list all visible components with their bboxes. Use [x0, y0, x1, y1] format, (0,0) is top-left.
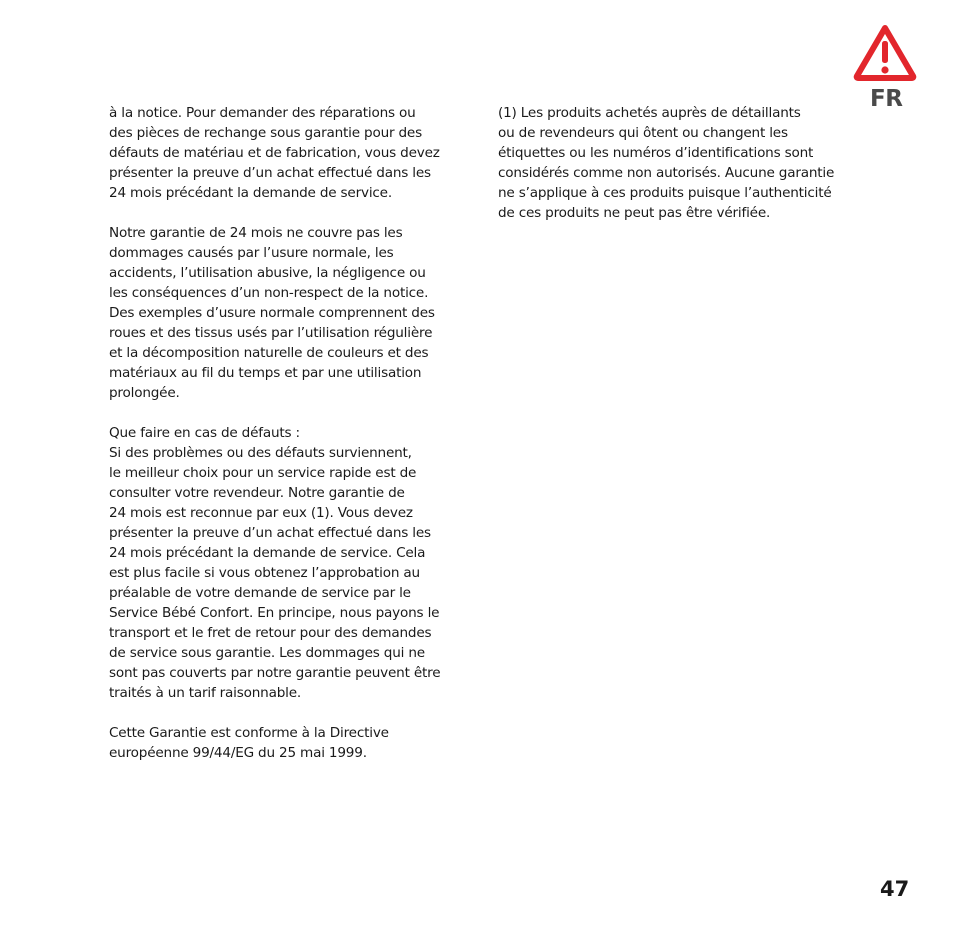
text-line: est plus facile si vous obtenez l’approbation au: [109, 565, 420, 581]
text-line: de ces produits ne peut pas être vérifiée.: [498, 205, 771, 221]
text-line: préalable de votre demande de service par le: [109, 585, 411, 601]
text-line: dommages causés par l’usure normale, les: [109, 245, 394, 261]
paragraph-defects-procedure: [109, 423, 469, 703]
text-line: et la décomposition naturelle de couleurs et des: [109, 345, 429, 361]
text-line: étiquettes ou les numéros d’identifications sont: [498, 145, 814, 161]
text-line: des pièces de rechange sous garantie pour des: [109, 125, 422, 141]
text-line: traités à un tarif raisonnable.: [109, 685, 302, 701]
text-line: ou de revendeurs qui ôtent ou changent les: [498, 125, 788, 141]
text-line: Service Bébé Confort. En principe, nous payons le: [109, 605, 440, 621]
warning-triangle-icon: [853, 24, 917, 82]
text-line: prolongée.: [109, 385, 180, 401]
text-line: accidents, l’utilisation abusive, la négligence ou: [109, 265, 426, 281]
text-line: Notre garantie de 24 mois ne couvre pas les: [109, 225, 403, 241]
text-line: de service sous garantie. Les dommages qui ne: [109, 645, 425, 661]
text-line: roues et des tissus usés par l’utilisation régulière: [109, 325, 433, 341]
text-line: (1) Les produits achetés auprès de détaillants: [498, 105, 801, 121]
text-line: matériaux au fil du temps et par une utilisation: [109, 365, 422, 381]
text-line: 24 mois précédant la demande de service. Cela: [109, 545, 426, 561]
text-line: considérés comme non autorisés. Aucune garantie: [498, 165, 835, 181]
language-code-label: FR: [870, 86, 903, 112]
text-line: sont pas couverts par notre garantie peuvent être: [109, 665, 441, 681]
text-line: ne s’applique à ces produits puisque l’authenticité: [498, 185, 832, 201]
text-line: transport et le fret de retour pour des demandes: [109, 625, 432, 641]
text-line: Cette Garantie est conforme à la Directive: [109, 725, 389, 741]
text-line: présenter la preuve d’un achat effectué dans les: [109, 165, 431, 181]
text-line: 24 mois précédant la demande de service.: [109, 185, 392, 201]
paragraph-warranty-repairs: [109, 103, 469, 203]
text-line: consulter votre revendeur. Notre garantie de: [109, 485, 405, 501]
text-line: à la notice. Pour demander des réparations ou: [109, 105, 416, 121]
paragraph-warranty-exclusions: [109, 223, 469, 403]
text-line: les conséquences d’un non-respect de la notice.: [109, 285, 429, 301]
page-number: 47: [880, 877, 910, 901]
text-line: défauts de matériau et de fabrication, vous devez: [109, 145, 440, 161]
paragraph-directive: [109, 723, 469, 763]
text-line: Que faire en cas de défauts :: [109, 425, 300, 441]
text-line: Si des problèmes ou des défauts surviennent,: [109, 445, 412, 461]
right-text-column: [498, 103, 868, 243]
text-line: Des exemples d’usure normale comprennent des: [109, 305, 435, 321]
left-text-column: [109, 103, 469, 783]
text-line: présenter la preuve d’un achat effectué dans les: [109, 525, 431, 541]
text-line: le meilleur choix pour un service rapide est de: [109, 465, 417, 481]
text-line: 24 mois est reconnue par eux (1). Vous devez: [109, 505, 413, 521]
paragraph-footnote: [498, 103, 868, 223]
text-line: européenne 99/44/EG du 25 mai 1999.: [109, 745, 367, 761]
